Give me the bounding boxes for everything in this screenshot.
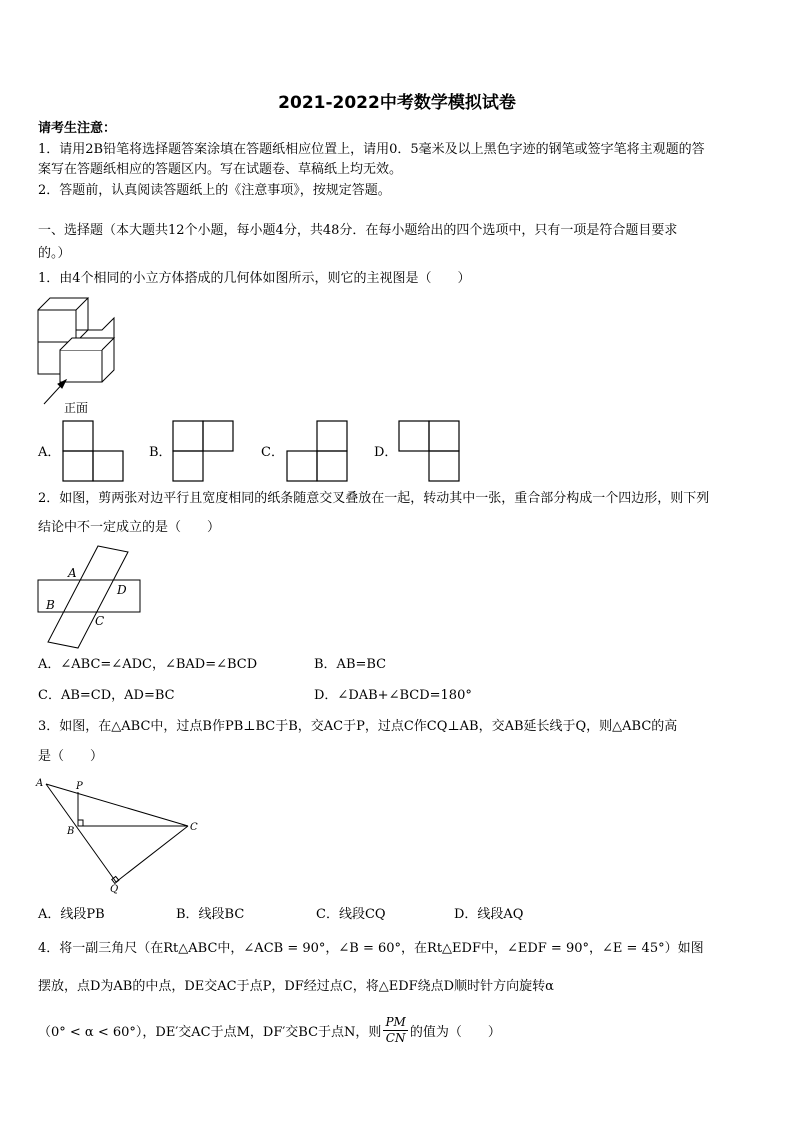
- point-d-label: D: [117, 583, 127, 597]
- notice-item-1-cont: 案写在答题纸相应的答题区内。写在试题卷、草稿纸上均无效。: [38, 162, 403, 177]
- notice-heading: 请考生注意：: [38, 121, 117, 136]
- point-b-label: B: [67, 826, 75, 837]
- question-1-option-b-figure[interactable]: [172, 420, 234, 482]
- question-4-stem-cont: 摆放，点D为AB的中点，DE交AC于点P，DF经过点C，将△EDF绕点D顺时针方向旋转α: [38, 979, 554, 994]
- question-4-stem-line-3-a: （0° < α < 60°），DE′交AC于点M，DF′交BC于点N，则: [38, 1024, 382, 1040]
- question-3-figure: [36, 776, 206, 894]
- question-1-option-a-label[interactable]: A．: [38, 445, 61, 460]
- question-1-option-b-label[interactable]: B．: [149, 445, 172, 460]
- question-2-option-b[interactable]: B．AB=BC: [314, 657, 387, 672]
- question-4-stem-line-3: [38, 1010, 760, 1050]
- question-3-stem: 3．如图，在△ABC中，过点B作PB⊥BC于B，交AC于P，过点C作CQ⊥AB，交AB延长线于Q，则△ABC的高: [38, 719, 678, 734]
- fraction-denominator: CN: [385, 1030, 406, 1045]
- question-3-option-a[interactable]: A．线段PB: [38, 907, 105, 922]
- question-2-option-d[interactable]: D．∠DAB+∠BCD=180°: [314, 688, 472, 703]
- question-2-stem-cont: 结论中不一定成立的是（ ）: [38, 520, 221, 535]
- point-q-label: Q: [110, 884, 119, 895]
- point-b-label: B: [46, 598, 55, 612]
- point-c-label: C: [95, 614, 105, 628]
- question-1-figure: [36, 296, 118, 414]
- question-2-option-c[interactable]: C．AB=CD，AD=BC: [38, 688, 175, 703]
- point-a-label: A: [36, 778, 44, 789]
- point-p-label: P: [76, 781, 83, 792]
- fraction-numerator: PM: [385, 1014, 406, 1029]
- question-4-stem: 4．将一副三角尺（在Rt△ABC中，∠ACB = 90°，∠B = 60°，在Rt△EDF中，∠EDF = 90°，∠E = 45°）如图: [38, 941, 704, 956]
- front-view-label: 正面: [64, 401, 89, 415]
- question-3-option-d[interactable]: D．线段AQ: [454, 907, 524, 922]
- question-1-stem: 1．由4个相同的小立方体搭成的几何体如图所示，则它的主视图是（ ）: [38, 271, 471, 286]
- question-1-option-c-figure[interactable]: [286, 420, 348, 482]
- fraction-pm-cn: [383, 1015, 407, 1046]
- section-heading: 一、选择题（本大题共12个小题，每小题4分，共48分．在每小题给出的四个选项中，只有一项是符合题目要求: [38, 223, 678, 238]
- question-1-option-d-label[interactable]: D．: [374, 445, 398, 460]
- point-a-label: A: [68, 566, 77, 580]
- question-1-option-d-figure[interactable]: [398, 420, 460, 482]
- question-1-option-a-figure[interactable]: [62, 420, 124, 482]
- question-3-option-c[interactable]: C．线段CQ: [316, 907, 386, 922]
- question-2-figure: [36, 544, 146, 654]
- page-title: 2021-2022中考数学模拟试卷: [278, 93, 516, 113]
- question-4-stem-line-3-b: 的值为（ ）: [409, 1024, 501, 1040]
- question-1-option-c-label[interactable]: C．: [261, 445, 284, 460]
- question-2-option-a[interactable]: A．∠ABC=∠ADC，∠BAD=∠BCD: [38, 657, 258, 672]
- question-2-stem: 2．如图，剪两张对边平行且宽度相同的纸条随意交叉叠放在一起，转动其中一张，重合部分构成一个四边形，则下列: [38, 491, 710, 506]
- section-heading-cont: 的。）: [38, 246, 71, 261]
- notice-item-2: 2．答题前，认真阅读答题纸上的《注意事项》，按规定答题。: [38, 183, 391, 198]
- question-3-stem-cont: 是（ ）: [38, 749, 104, 764]
- point-c-label: C: [190, 822, 198, 833]
- question-3-option-b[interactable]: B．线段BC: [176, 907, 245, 922]
- notice-item-1: 1．请用2B铅笔将选择题答案涂填在答题纸相应位置上，请用0．5毫米及以上黑色字迹的钢笔或签字笔将主观题的答: [38, 142, 705, 157]
